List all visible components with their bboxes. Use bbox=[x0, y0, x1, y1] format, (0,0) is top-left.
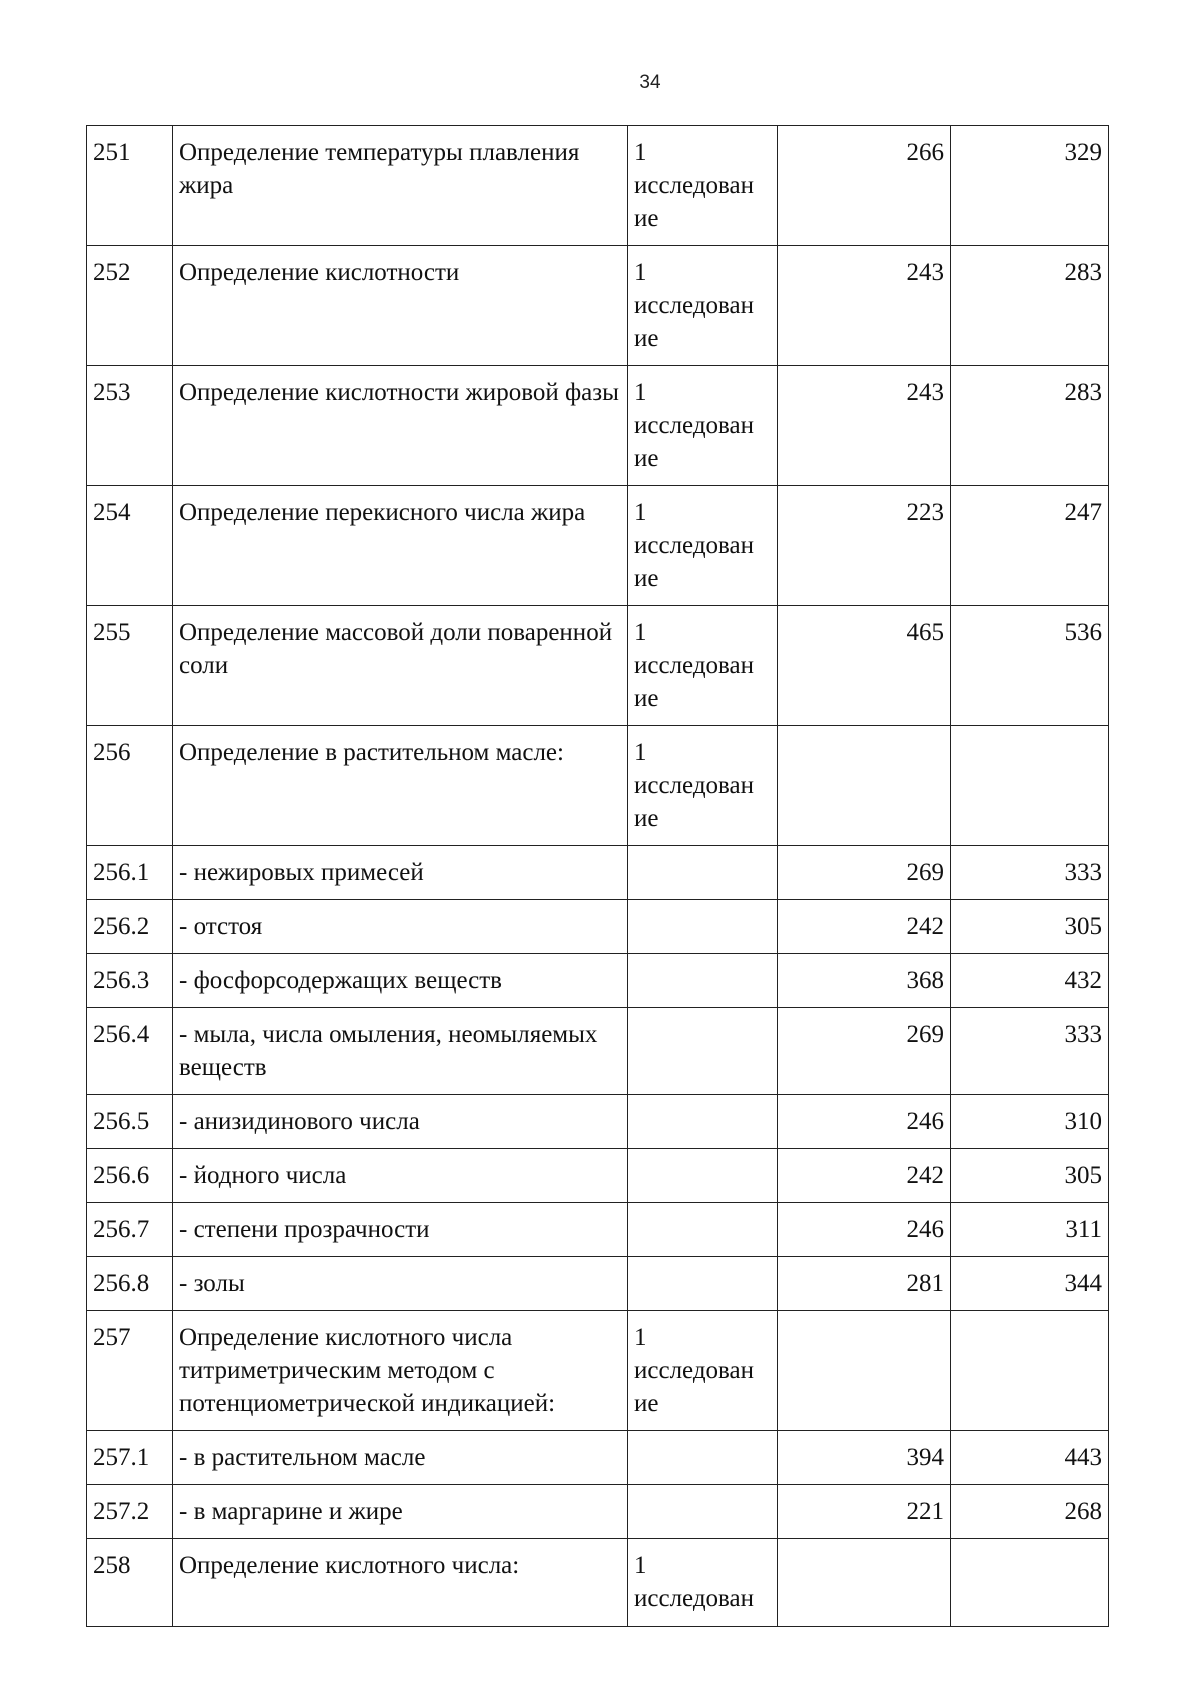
price-1: 266 bbox=[778, 126, 951, 246]
service-name: Определение в растительном масле: bbox=[173, 726, 628, 846]
unit-line: 1 bbox=[634, 379, 647, 406]
table-row bbox=[87, 366, 1109, 486]
price-2: 329 bbox=[951, 126, 1109, 246]
unit-line: исследован bbox=[634, 532, 754, 559]
unit-line: ие bbox=[634, 685, 659, 712]
price-2 bbox=[951, 726, 1109, 846]
service-name: - отстоя bbox=[173, 900, 628, 954]
service-name: - мыла, числа омыления, неомыляемых веществ bbox=[173, 1008, 628, 1095]
service-name: - степени прозрачности bbox=[173, 1203, 628, 1257]
unit-line: ие bbox=[634, 445, 659, 472]
unit-cell bbox=[628, 1095, 778, 1149]
service-name: - йодного числа bbox=[173, 1149, 628, 1203]
table-row bbox=[87, 1257, 1109, 1311]
unit-line: исследован bbox=[634, 292, 754, 319]
unit-line: 1 bbox=[634, 259, 647, 286]
price-2: 432 bbox=[951, 954, 1109, 1008]
price-2: 283 bbox=[951, 366, 1109, 486]
unit-line: исследован bbox=[634, 1585, 754, 1612]
price-1: 223 bbox=[778, 486, 951, 606]
unit-cell bbox=[628, 1257, 778, 1311]
price-2: 333 bbox=[951, 1008, 1109, 1095]
price-2: 305 bbox=[951, 1149, 1109, 1203]
price-1: 246 bbox=[778, 1203, 951, 1257]
row-number: 251 bbox=[87, 126, 173, 246]
price-1: 269 bbox=[778, 846, 951, 900]
table-row bbox=[87, 954, 1109, 1008]
unit-cell bbox=[628, 954, 778, 1008]
service-name: Определение кислотного числа: bbox=[173, 1539, 628, 1627]
table-row bbox=[87, 606, 1109, 726]
row-number: 256.7 bbox=[87, 1203, 173, 1257]
unit-line: 1 bbox=[634, 619, 647, 646]
service-name: - фосфорсодержащих веществ bbox=[173, 954, 628, 1008]
table-row bbox=[87, 246, 1109, 366]
price-1 bbox=[778, 726, 951, 846]
service-name: - анизидинового числа bbox=[173, 1095, 628, 1149]
price-2: 283 bbox=[951, 246, 1109, 366]
price-2 bbox=[951, 1539, 1109, 1627]
unit-cell bbox=[628, 1311, 778, 1431]
price-1: 269 bbox=[778, 1008, 951, 1095]
unit-line: ие bbox=[634, 205, 659, 232]
price-1 bbox=[778, 1539, 951, 1627]
row-number: 256.6 bbox=[87, 1149, 173, 1203]
unit-cell bbox=[628, 1008, 778, 1095]
unit-line: исследован bbox=[634, 652, 754, 679]
service-name: Определение кислотности жировой фазы bbox=[173, 366, 628, 486]
table-row bbox=[87, 1485, 1109, 1539]
price-2: 268 bbox=[951, 1485, 1109, 1539]
unit-cell bbox=[628, 1203, 778, 1257]
unit-line: ие bbox=[634, 1390, 659, 1417]
price-2: 311 bbox=[951, 1203, 1109, 1257]
row-number: 252 bbox=[87, 246, 173, 366]
price-1: 242 bbox=[778, 900, 951, 954]
price-1: 394 bbox=[778, 1431, 951, 1485]
table-row bbox=[87, 486, 1109, 606]
service-name: - нежировых примесей bbox=[173, 846, 628, 900]
price-1 bbox=[778, 1311, 951, 1431]
unit-cell bbox=[628, 1149, 778, 1203]
table-row bbox=[87, 900, 1109, 954]
row-number: 257.1 bbox=[87, 1431, 173, 1485]
table-row bbox=[87, 1431, 1109, 1485]
unit-cell bbox=[628, 846, 778, 900]
unit-line: ие bbox=[634, 565, 659, 592]
unit-cell bbox=[628, 486, 778, 606]
price-table bbox=[86, 125, 1109, 1627]
table-row bbox=[87, 726, 1109, 846]
row-number: 256.4 bbox=[87, 1008, 173, 1095]
row-number: 258 bbox=[87, 1539, 173, 1627]
price-2: 344 bbox=[951, 1257, 1109, 1311]
table-row bbox=[87, 126, 1109, 246]
row-number: 256.8 bbox=[87, 1257, 173, 1311]
price-2: 333 bbox=[951, 846, 1109, 900]
price-2: 310 bbox=[951, 1095, 1109, 1149]
service-name: Определение перекисного числа жира bbox=[173, 486, 628, 606]
table-row bbox=[87, 846, 1109, 900]
unit-cell bbox=[628, 606, 778, 726]
unit-line: исследован bbox=[634, 412, 754, 439]
unit-line: ие bbox=[634, 325, 659, 352]
price-2: 536 bbox=[951, 606, 1109, 726]
unit-cell bbox=[628, 1485, 778, 1539]
unit-line: ие bbox=[634, 805, 659, 832]
row-number: 254 bbox=[87, 486, 173, 606]
unit-cell bbox=[628, 126, 778, 246]
price-1: 465 bbox=[778, 606, 951, 726]
service-name: Определение кислотности bbox=[173, 246, 628, 366]
row-number: 256.2 bbox=[87, 900, 173, 954]
price-2 bbox=[951, 1311, 1109, 1431]
row-number: 256.1 bbox=[87, 846, 173, 900]
price-2: 247 bbox=[951, 486, 1109, 606]
table-body bbox=[87, 126, 1109, 1627]
price-1: 368 bbox=[778, 954, 951, 1008]
unit-line: 1 bbox=[634, 1552, 647, 1579]
row-number: 256.5 bbox=[87, 1095, 173, 1149]
table-row bbox=[87, 1311, 1109, 1431]
service-name: Определение массовой доли поваренной соли bbox=[173, 606, 628, 726]
price-1: 243 bbox=[778, 246, 951, 366]
unit-line: исследован bbox=[634, 1357, 754, 1384]
table-row bbox=[87, 1149, 1109, 1203]
page-number: 34 bbox=[639, 72, 661, 93]
table-row bbox=[87, 1095, 1109, 1149]
service-name: Определение температуры плавления жира bbox=[173, 126, 628, 246]
row-number: 256 bbox=[87, 726, 173, 846]
row-number: 256.3 bbox=[87, 954, 173, 1008]
price-1: 243 bbox=[778, 366, 951, 486]
price-1: 246 bbox=[778, 1095, 951, 1149]
unit-line: исследован bbox=[634, 772, 754, 799]
table-row bbox=[87, 1008, 1109, 1095]
row-number: 257.2 bbox=[87, 1485, 173, 1539]
service-name: - в растительном масле bbox=[173, 1431, 628, 1485]
service-name: - золы bbox=[173, 1257, 628, 1311]
unit-cell bbox=[628, 1431, 778, 1485]
unit-cell bbox=[628, 900, 778, 954]
unit-line: 1 bbox=[634, 1324, 647, 1351]
row-number: 255 bbox=[87, 606, 173, 726]
unit-line: исследован bbox=[634, 172, 754, 199]
price-2: 305 bbox=[951, 900, 1109, 954]
unit-line: 1 bbox=[634, 739, 647, 766]
price-1: 221 bbox=[778, 1485, 951, 1539]
table-row bbox=[87, 1539, 1109, 1627]
row-number: 257 bbox=[87, 1311, 173, 1431]
unit-cell bbox=[628, 726, 778, 846]
price-2: 443 bbox=[951, 1431, 1109, 1485]
unit-cell bbox=[628, 1539, 778, 1627]
unit-line: 1 bbox=[634, 139, 647, 166]
unit-cell bbox=[628, 246, 778, 366]
price-1: 281 bbox=[778, 1257, 951, 1311]
unit-cell bbox=[628, 366, 778, 486]
unit-line: 1 bbox=[634, 499, 647, 526]
price-1: 242 bbox=[778, 1149, 951, 1203]
row-number: 253 bbox=[87, 366, 173, 486]
service-name: - в маргарине и жире bbox=[173, 1485, 628, 1539]
service-name: Определение кислотного числа титриметрическим методом с потенциометрической индикацией: bbox=[173, 1311, 628, 1431]
table-row bbox=[87, 1203, 1109, 1257]
